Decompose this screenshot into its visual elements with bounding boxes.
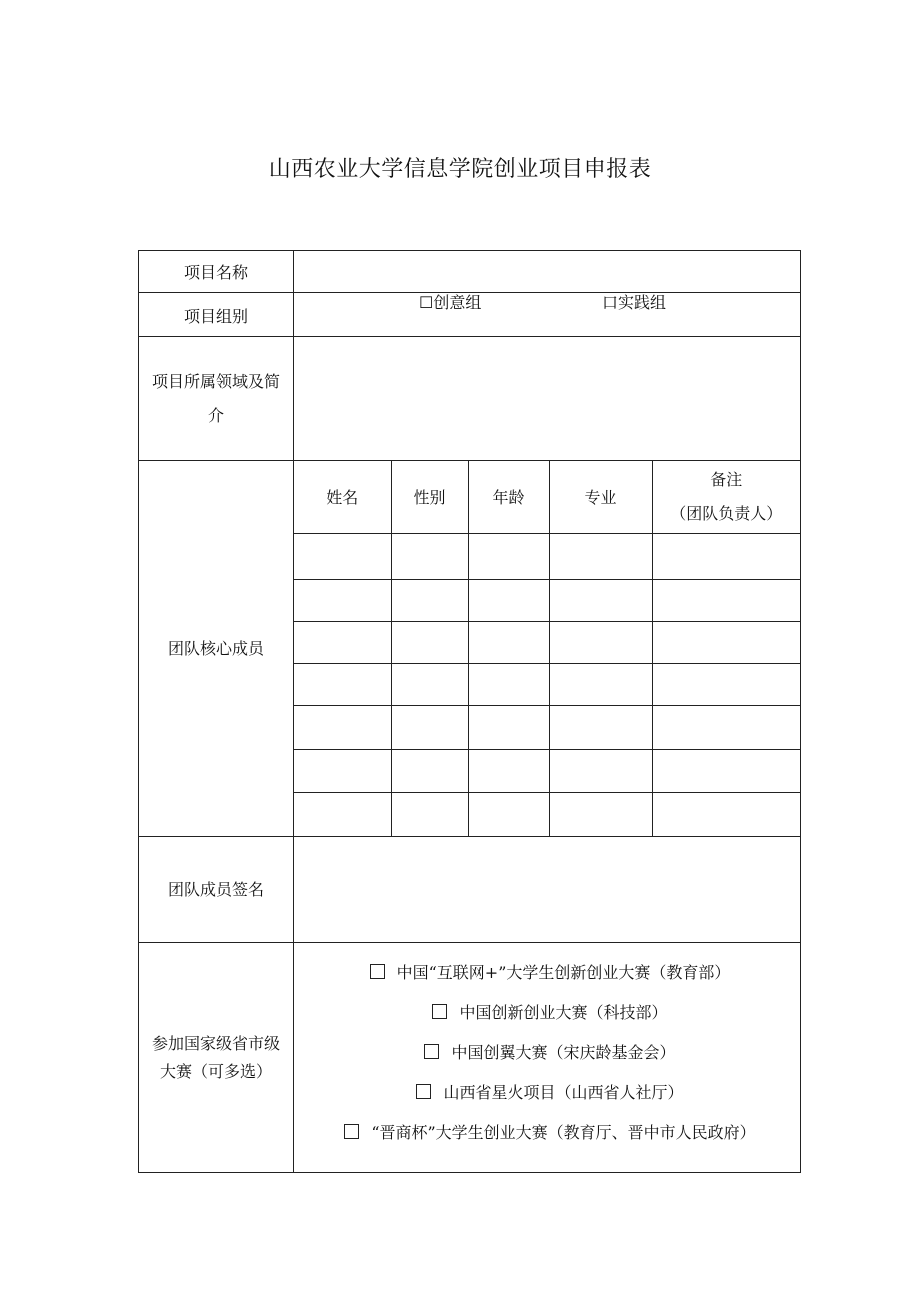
header-gender: 性别: [391, 461, 468, 533]
team-member-row: [294, 579, 800, 621]
member-name-cell[interactable]: [294, 705, 391, 749]
field-intro-label-line2: 介: [207, 405, 224, 425]
field-intro-label: [139, 337, 294, 461]
team-member-row: [294, 705, 800, 749]
member-age-cell[interactable]: [468, 792, 549, 836]
option-practice-label: 实践组: [618, 292, 667, 312]
member-name-cell[interactable]: [294, 533, 391, 579]
header-name: 姓名: [294, 461, 391, 533]
member-age-cell[interactable]: [468, 621, 549, 663]
member-age-cell[interactable]: [468, 705, 549, 749]
member-gender-cell[interactable]: [391, 705, 468, 749]
header-remark-line2: （团队负责人）: [670, 503, 783, 523]
member-major-cell[interactable]: [549, 749, 652, 792]
member-major-cell[interactable]: [549, 705, 652, 749]
checkbox-icon[interactable]: [344, 1124, 359, 1139]
team-member-row: [294, 663, 800, 705]
competition-item-jinshang-cup[interactable]: [298, 1113, 800, 1153]
member-remark-cell[interactable]: [652, 705, 800, 749]
competition-label: 山西省星火项目（山西省人社厅）: [443, 1083, 684, 1102]
competition-label: “晋商杯”大学生创业大赛（教育厅、晋中市人民政府）: [371, 1123, 756, 1142]
team-member-row: [294, 749, 800, 792]
signature-label: 团队成员签名: [139, 837, 294, 943]
team-member-row: [294, 533, 800, 579]
member-major-cell[interactable]: [549, 579, 652, 621]
team-member-row: [294, 792, 800, 836]
checkbox-icon[interactable]: [416, 1084, 431, 1099]
header-remark-line1: 备注: [710, 469, 743, 489]
competition-item-chuangyi[interactable]: [298, 1033, 800, 1073]
member-gender-cell[interactable]: [391, 663, 468, 705]
checkbox-icon[interactable]: [432, 1004, 447, 1019]
application-form: [138, 250, 801, 1173]
competition-label: 中国创新创业大赛（科技部）: [459, 1003, 668, 1022]
competitions-label-line1: 参加国家级省市级: [151, 1033, 280, 1053]
member-remark-cell[interactable]: [652, 533, 800, 579]
competitions-label: [139, 943, 294, 1173]
member-age-cell[interactable]: [468, 579, 549, 621]
member-major-cell[interactable]: [549, 663, 652, 705]
team-member-row: [294, 621, 800, 663]
team-members-table: [294, 461, 800, 836]
competition-label: 中国创翼大赛（宋庆龄基金会）: [451, 1043, 676, 1062]
checkbox-practice[interactable]: 口: [602, 292, 619, 312]
member-name-cell[interactable]: [294, 749, 391, 792]
member-name-cell[interactable]: [294, 792, 391, 836]
member-remark-cell[interactable]: [652, 792, 800, 836]
competition-label: 中国“互联网+”大学生创新创业大赛（教育部）: [396, 963, 731, 982]
member-remark-cell[interactable]: [652, 621, 800, 663]
member-name-cell[interactable]: [294, 579, 391, 621]
competition-item-spark[interactable]: [298, 1073, 800, 1113]
member-gender-cell[interactable]: [391, 621, 468, 663]
member-age-cell[interactable]: [468, 749, 549, 792]
option-creative-group[interactable]: [419, 290, 481, 313]
competition-item-internet-plus[interactable]: [298, 953, 800, 993]
team-header-row: [294, 461, 800, 533]
project-name-field[interactable]: [294, 251, 801, 293]
field-intro-label-line1: 项目所属领域及简: [151, 371, 280, 391]
member-major-cell[interactable]: [549, 792, 652, 836]
checkbox-icon[interactable]: [424, 1044, 439, 1059]
project-name-label: 项目名称: [139, 251, 294, 293]
member-gender-cell[interactable]: [391, 749, 468, 792]
header-age: 年龄: [468, 461, 549, 533]
member-gender-cell[interactable]: [391, 579, 468, 621]
member-age-cell[interactable]: [468, 533, 549, 579]
competitions-label-line2: 大赛（可多选）: [159, 1061, 272, 1081]
signature-field[interactable]: [294, 837, 801, 943]
member-gender-cell[interactable]: [391, 792, 468, 836]
checkbox-icon[interactable]: [370, 964, 385, 979]
competitions-list: [294, 943, 801, 1173]
checkbox-creative[interactable]: ☐: [419, 292, 434, 312]
field-intro-field[interactable]: [294, 337, 801, 461]
member-remark-cell[interactable]: [652, 663, 800, 705]
member-major-cell[interactable]: [549, 621, 652, 663]
option-creative-label: 创意组: [433, 292, 482, 312]
member-age-cell[interactable]: [468, 663, 549, 705]
header-remark: [652, 461, 800, 533]
member-major-cell[interactable]: [549, 533, 652, 579]
member-gender-cell[interactable]: [391, 533, 468, 579]
member-remark-cell[interactable]: [652, 749, 800, 792]
option-practice-group[interactable]: [602, 290, 666, 313]
header-major: 专业: [549, 461, 652, 533]
page-title: 山西农业大学信息学院创业项目申报表: [268, 157, 652, 182]
team-members-label: 团队核心成员: [139, 461, 294, 837]
team-members-cell: [294, 461, 801, 837]
member-remark-cell[interactable]: [652, 579, 800, 621]
project-group-label: 项目组别: [139, 293, 294, 337]
member-name-cell[interactable]: [294, 663, 391, 705]
project-group-options: [294, 293, 801, 337]
member-name-cell[interactable]: [294, 621, 391, 663]
competition-item-innovation[interactable]: [298, 993, 800, 1033]
